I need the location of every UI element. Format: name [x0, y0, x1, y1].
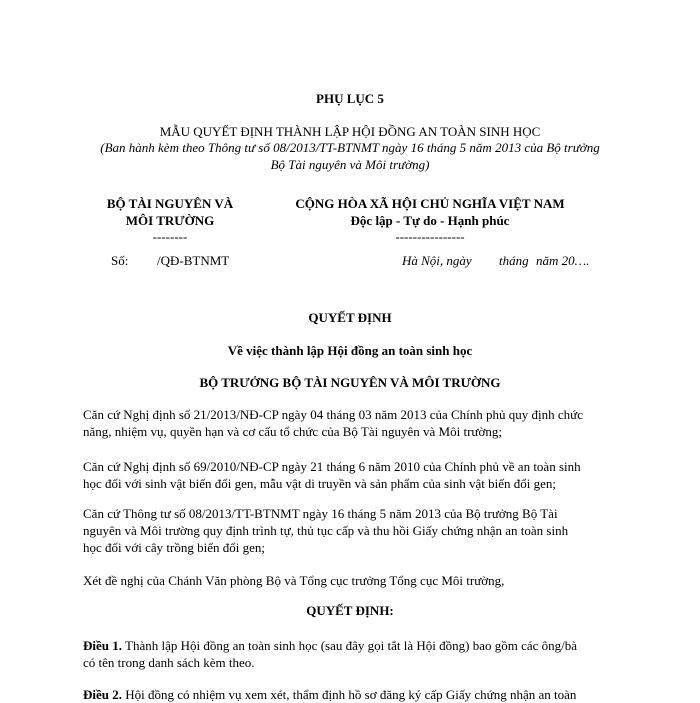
article-2-label: Điều 2.	[83, 687, 122, 702]
legal-basis-1-line-1: Căn cứ Nghị định số 21/2013/NĐ-CP ngày 04 tháng 03 năm 2013 của Chính phủ quy định chức	[83, 407, 583, 422]
ministry-separator: --------	[152, 229, 188, 244]
form-title: MẪU QUYẾT ĐỊNH THÀNH LẬP HỘI ĐỒNG AN TOÀN SINH HỌC	[159, 124, 541, 139]
issuance-note-line-2: Bộ Tài nguyên và Môi trường)	[270, 157, 430, 172]
legal-basis-2-line-1: Căn cứ Nghị định số 69/2010/NĐ-CP ngày 21 tháng 6 năm 2010 của Chính phủ về an toàn sinh	[83, 459, 581, 474]
article-1-text: Thành lập Hội đồng an toàn sinh học (sau đây gọi tắt là Hội đồng) bao gồm các ông/bà	[122, 638, 578, 653]
legal-basis-3-line-2: nguyên và Môi trường quy định trình tự, thủ tục cấp và thu hồi Giấy chứng nhận an toàn sinh	[83, 523, 569, 538]
document-number-suffix: /QĐ-BTNMT	[157, 253, 230, 268]
proposal	[83, 572, 623, 589]
legal-basis-1-line-2: năng, nhiệm vụ, quyền hạn và cơ cấu tổ chức của Bộ Tài nguyên và Môi trường;	[83, 424, 502, 439]
appendix-title: PHỤ LỤC 5	[316, 91, 384, 106]
legal-basis-2-line-2: học đối với sinh vật biến đổi gen, mẫu vật di truyền và sản phẩm của sinh vật biến đổi gen;	[83, 476, 556, 491]
legal-basis-1	[83, 406, 623, 440]
article-1	[83, 637, 623, 671]
legal-basis-2	[83, 458, 623, 492]
authority-title: BỘ TRƯỞNG BỘ TÀI NGUYÊN VÀ MÔI TRƯỜNG	[199, 375, 501, 390]
document-number-label: Số:	[111, 253, 129, 268]
decision-title: QUYẾT ĐỊNH	[308, 310, 392, 325]
legal-basis-3	[83, 505, 623, 556]
ministry-name-line-1: BỘ TÀI NGUYÊN VÀ	[106, 196, 234, 211]
republic-name: CỘNG HÒA XÃ HỘI CHỦ NGHĨA VIỆT NAM	[295, 196, 565, 211]
article-1-label: Điều 1.	[83, 638, 122, 653]
motto: Độc lập - Tự do - Hạnh phúc	[350, 213, 510, 228]
legal-basis-3-line-3: học đối với cây trồng biến đổi gen;	[83, 540, 265, 555]
proposal-line: Xét đề nghị của Chánh Văn phòng Bộ và Tổng cục trưởng Tổng cục Môi trường,	[83, 573, 505, 588]
article-2-text: Hội đồng có nhiệm vụ xem xét, thẩm định hồ sơ đăng ký cấp Giấy chứng nhận an toàn	[122, 687, 577, 702]
ministry-name-line-2: MÔI TRƯỜNG	[125, 213, 215, 228]
decides-heading: QUYẾT ĐỊNH:	[306, 603, 394, 618]
issuance-note-line-1: (Ban hành kèm theo Thông tư số 08/2013/TT-BTNMT ngày 16 tháng 5 năm 2013 của Bộ trưởng	[100, 140, 600, 155]
article-1-line-1	[83, 637, 623, 654]
article-1-line-2: có tên trong danh sách kèm theo.	[83, 655, 255, 670]
decision-subject: Về việc thành lập Hội đồng an toàn sinh học	[227, 343, 473, 358]
date-month: tháng	[499, 253, 529, 268]
legal-basis-3-line-1: Căn cứ Thông tư số 08/2013/TT-BTNMT ngày 16 tháng 5 năm 2013 của Bộ trưởng Bộ Tài	[83, 506, 558, 521]
date-year: năm 20….	[536, 253, 590, 268]
article-2	[83, 686, 623, 703]
date-place: Hà Nội, ngày	[402, 253, 472, 268]
motto-separator: ----------------	[395, 229, 465, 244]
article-2-line-1	[83, 686, 623, 703]
